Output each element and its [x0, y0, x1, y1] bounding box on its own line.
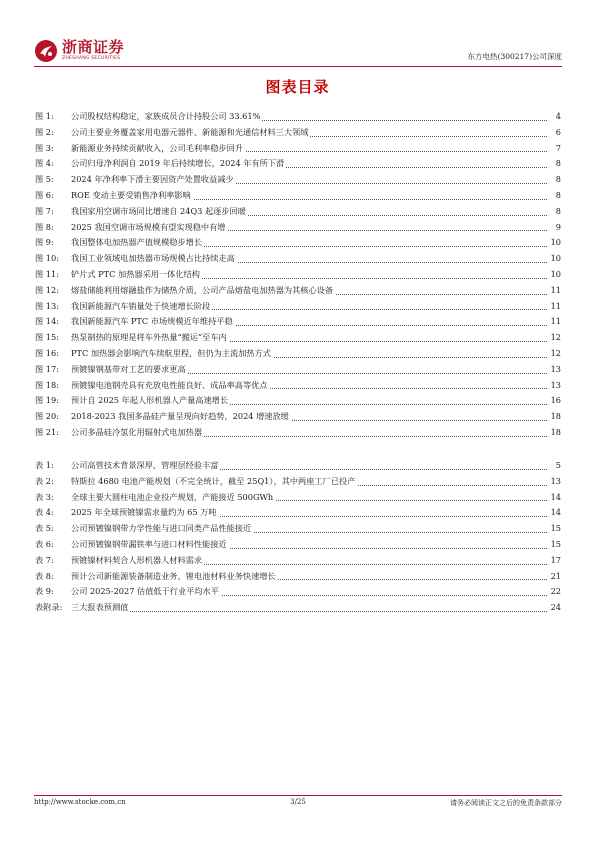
figure-entry[interactable] [35, 314, 561, 330]
figure-label: 图 13: [35, 300, 59, 311]
header-divider [34, 66, 562, 67]
table-page-number: 24 [549, 600, 561, 616]
figure-entry[interactable] [35, 109, 561, 125]
table-label: 表 2: [35, 475, 54, 486]
figure-entry[interactable] [35, 125, 561, 141]
leader-dots [71, 611, 547, 612]
figure-title: 公司多晶硅冷氢化用辐射式电加热器 [71, 426, 203, 437]
figure-label: 图 2: [35, 126, 54, 137]
figure-title: 熔盐储能利用熔融盐作为储热介质，公司产品熔盐电加热器为其核心设备 [71, 284, 334, 295]
page-title: 图表目录 [265, 78, 330, 96]
figure-page-number: 8 [554, 156, 561, 172]
figure-entry[interactable] [35, 267, 561, 283]
figure-label: 图 10: [35, 253, 59, 264]
table-label: 表 7: [35, 554, 54, 565]
figure-title: 我国新能源汽车销量处于快速增长阶段 [71, 300, 211, 311]
table-label: 表 9: [35, 586, 54, 597]
footer-divider [34, 795, 562, 796]
figure-page-number: 8 [554, 172, 561, 188]
figure-label: 图 1: [35, 111, 54, 121]
table-page-number: 14 [549, 490, 561, 506]
table-entry[interactable] [35, 584, 561, 600]
figure-entry[interactable] [35, 141, 561, 157]
figure-page-number: 11 [549, 283, 561, 299]
table-label: 表 1: [35, 460, 54, 470]
page-header [34, 36, 562, 66]
figure-page-number: 12 [549, 346, 561, 362]
figure-page-number: 11 [549, 299, 561, 315]
figure-title: 公司主要业务覆盖家用电器元器件、新能源和光通信材料三大领域 [71, 126, 309, 137]
table-label: 表 5: [35, 523, 54, 534]
table-page-number: 13 [549, 474, 561, 490]
table-label: 表附录: [35, 602, 63, 613]
table-entry[interactable] [35, 600, 561, 616]
table-page-number: 22 [549, 584, 561, 600]
figure-title: 2018-2023 我国多晶硅产量呈现向好趋势，2024 增速放缓 [71, 411, 289, 422]
figure-label: 图 9: [35, 237, 54, 248]
figure-label: 图 11: [35, 268, 59, 279]
figure-entry[interactable] [35, 220, 561, 236]
figure-entry[interactable] [35, 204, 561, 220]
figure-title: 新能源业务持续贡献收入，公司毛利率稳步回升 [71, 142, 243, 153]
figure-entry[interactable] [35, 299, 561, 315]
figure-page-number: 10 [549, 235, 561, 251]
table-list [35, 458, 561, 616]
table-label: 表 8: [35, 570, 54, 581]
figure-title: 2025 我国空调市场规模有望实现稳中有增 [71, 221, 226, 232]
table-page-number: 14 [549, 505, 561, 521]
figure-list [35, 109, 561, 441]
figure-label: 图 7: [35, 205, 54, 216]
table-title: 全球主要大圆柱电池企业投产规划，产能接近 500GWh [71, 491, 274, 502]
figure-page-number: 11 [549, 314, 561, 330]
figure-entry[interactable] [35, 172, 561, 188]
table-label: 表 6: [35, 538, 54, 549]
figure-label: 图 15: [35, 332, 59, 343]
table-title: 预镀镍材料契合人形机器人材料需求 [71, 554, 203, 565]
figure-label: 图 20: [35, 411, 59, 422]
report-title-header: 东方电热(300217)公司深度 [467, 52, 562, 61]
table-page-number: 21 [549, 569, 561, 585]
figure-entry[interactable] [35, 409, 561, 425]
figure-entry[interactable] [35, 283, 561, 299]
logo-english-name: ZHESHANG SECURITIES [62, 56, 121, 62]
figure-title: 2024 年净利率下滑主要因资产处置收益减少 [71, 174, 234, 185]
figure-page-number: 18 [549, 425, 561, 441]
figure-page-number: 9 [554, 220, 561, 236]
table-entry[interactable] [35, 474, 561, 490]
figure-label: 图 17: [35, 363, 59, 374]
figure-label: 图 16: [35, 347, 59, 358]
figure-entry[interactable] [35, 346, 561, 362]
footer-url-link[interactable]: http://www.stocke.com.cn [34, 798, 126, 806]
table-title: 三大报表预测值 [71, 602, 129, 613]
figure-page-number: 16 [549, 393, 561, 409]
figure-title: 铲片式 PTC 加热器采用一体化结构 [71, 268, 200, 279]
company-logo [34, 36, 124, 66]
table-label: 表 3: [35, 491, 54, 502]
table-title: 公司高管技术背景深厚，管理层经验丰富 [71, 460, 219, 470]
figure-title: 预镀镍电池钢壳具有充放电性能良好、成品率高等优点 [71, 379, 268, 390]
figure-title: 我国工业领域电加热器市场规模占比持续走高 [71, 253, 235, 264]
figure-title: ROE 变动主要受销售净利率影响 [71, 189, 191, 200]
figure-entry[interactable] [35, 156, 561, 172]
disclaimer-note: 请务必阅读正文之后的免责条款部分 [450, 799, 562, 807]
figure-label: 图 21: [35, 426, 59, 437]
table-page-number: 15 [549, 521, 561, 537]
figure-label: 图 8: [35, 221, 54, 232]
figure-label: 图 5: [35, 174, 54, 185]
table-page-number: 17 [549, 553, 561, 569]
figure-entry[interactable] [35, 393, 561, 409]
figure-page-number: 8 [554, 204, 561, 220]
table-title: 公司预镀镍钢带力学性能与进口同类产品性能接近 [71, 523, 252, 534]
figure-title: 我国家用空调市场同比增速自 24Q3 起逐步回暖 [71, 205, 246, 216]
figure-page-number: 7 [554, 141, 561, 157]
figure-page-number: 8 [554, 188, 561, 204]
table-entry[interactable] [35, 553, 561, 569]
figure-title: 公司归母净利润自 2019 年后持续增长，2024 年有所下滑 [71, 158, 285, 169]
figure-entry[interactable] [35, 235, 561, 251]
figure-entry[interactable] [35, 251, 561, 267]
figure-page-number: 10 [549, 251, 561, 267]
figure-entry[interactable] [35, 330, 561, 346]
table-title: 预计公司新能源装备制造业务、锂电池材料业务快速增长 [71, 570, 276, 581]
table-entry[interactable] [35, 490, 561, 506]
table-title: 公司 2025-2027 估值低于行业平均水平 [71, 586, 219, 597]
figure-page-number: 4 [554, 109, 561, 125]
figure-page-number: 10 [549, 267, 561, 283]
table-entry[interactable] [35, 458, 561, 474]
figure-page-number: 13 [549, 378, 561, 394]
figure-title: 预镀镍钢基带对工艺的要求更高 [71, 363, 186, 374]
figure-label: 图 19: [35, 395, 59, 406]
logo-chinese-name: 浙商证券 [62, 38, 125, 57]
zheshang-logo-icon [34, 39, 58, 63]
figure-entry[interactable] [35, 425, 561, 441]
figure-title: 我国新能源汽车 PTC 市场规模近年维持平稳 [71, 316, 233, 327]
figure-label: 图 14: [35, 316, 59, 327]
table-entry[interactable] [35, 537, 561, 553]
figure-title: PTC 加热器会影响汽车续航里程，但仍为主流加热方式 [71, 347, 271, 358]
figure-page-number: 12 [549, 330, 561, 346]
figure-label: 图 6: [35, 189, 54, 200]
table-entry[interactable] [35, 521, 561, 537]
table-entry[interactable] [35, 569, 561, 585]
figure-title: 热泵制热的原理是将车外热量“搬运”至车内 [71, 332, 227, 343]
table-title: 特斯拉 4680 电池产能规划（不完全统计，截至 25Q1），其中两座工厂已投产 [71, 475, 356, 486]
figure-page-number: 13 [549, 362, 561, 378]
figure-label: 图 3: [35, 142, 54, 153]
figure-title: 预计自 2025 年起人形机器人产量高速增长 [71, 395, 229, 406]
figure-entry[interactable] [35, 378, 561, 394]
figure-entry[interactable] [35, 362, 561, 378]
figure-title: 公司股权结构稳定，家族成员合计持股公司 33.61% [71, 111, 261, 121]
table-title: 公司预镀镍钢带漏铁率与进口材料性能接近 [71, 538, 227, 549]
table-page-number: 5 [554, 458, 561, 474]
figure-label: 图 4: [35, 158, 54, 169]
page-number: 3/25 [290, 798, 306, 806]
table-label: 表 4: [35, 507, 54, 518]
table-entry[interactable] [35, 505, 561, 521]
figure-label: 图 18: [35, 379, 59, 390]
figure-page-number: 18 [549, 409, 561, 425]
figure-page-number: 6 [554, 125, 561, 141]
table-page-number: 15 [549, 537, 561, 553]
table-title: 2025 年全球预镀镍需求量约为 65 万吨 [71, 507, 217, 518]
figure-title: 我国整体电加热器产值规模稳步增长 [71, 237, 203, 248]
figure-label: 图 12: [35, 284, 59, 295]
figure-entry[interactable] [35, 188, 561, 204]
